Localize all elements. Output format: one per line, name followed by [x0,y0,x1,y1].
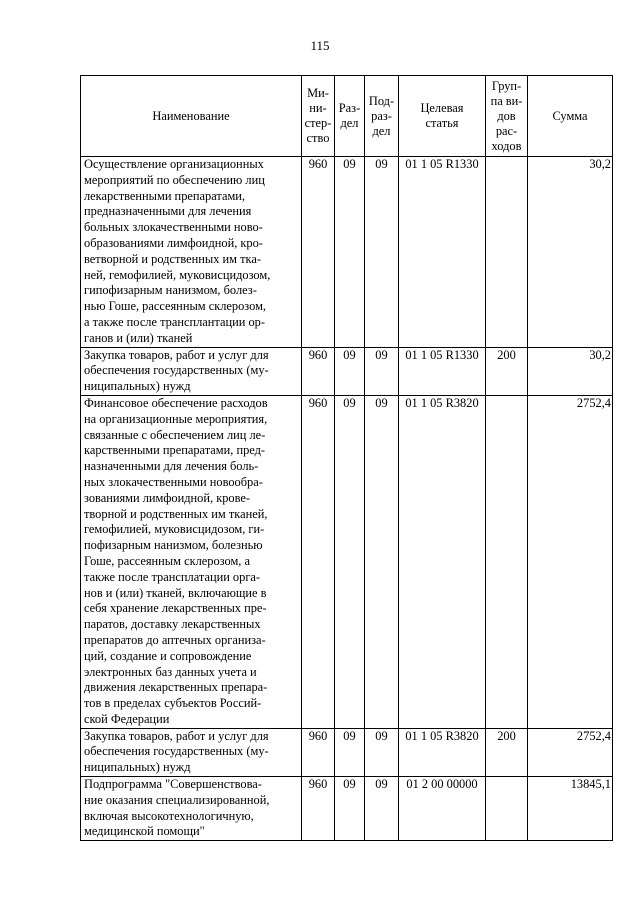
name-cell [81,395,302,728]
name-line: связанные с обеспечением лиц ле- [84,427,266,442]
name-line: паратов, доставку лекарственных [84,617,261,632]
name-line: гемофилией, муковисцидозом, ги- [84,522,265,537]
name-line: включая высокотехнологичную, [84,808,254,823]
name-line: электронных баз данных учета и [84,664,257,679]
amount-cell: 13845,1 [528,777,613,841]
table-row [81,728,613,776]
name-cell [81,157,302,348]
name-line: пофизарным нанизмом, болезнью [84,538,263,553]
section-cell: 09 [335,347,365,395]
name-line: обеспечения государственных (му- [84,363,269,378]
ministry-cell: 960 [302,728,335,776]
header-subsection: Под- раз- дел [365,76,399,157]
name-line: ниципальных) нужд [84,379,191,394]
name-line: гипофизарным нанизмом, болез- [84,283,257,298]
name-line: образованиями лимфоидной, кро- [84,235,263,250]
name-line: Финансовое обеспечение расходов [84,395,268,410]
name-line: а также после трансплантации ор- [84,314,266,329]
header-section: Раз- дел [335,76,365,157]
amount-cell: 30,2 [528,157,613,348]
name-line: тов в пределах субъектов Россий- [84,696,262,711]
section-cell: 09 [335,777,365,841]
ministry-cell: 960 [302,777,335,841]
subsection-cell: 09 [365,347,399,395]
section-cell: 09 [335,157,365,348]
expense-group-cell: 200 [486,728,528,776]
name-line: Закупка товаров, работ и услуг для [84,347,269,362]
name-cell [81,777,302,841]
subsection-cell: 09 [365,777,399,841]
name-line: ветворной и родственных им тка- [84,251,261,266]
section-cell: 09 [335,728,365,776]
expense-group-cell: 200 [486,347,528,395]
amount-cell: 2752,4 [528,728,613,776]
name-line: Подпрограмма "Совершенствова- [84,777,262,792]
name-line: творной и родственных им тканей, [84,506,268,521]
target-item-cell: 01 1 05 R1330 [399,347,486,395]
name-line: ций, создание и сопровождение [84,648,252,663]
name-line: также после трансплатации орга- [84,569,261,584]
name-line: Осуществление организационных [84,157,264,171]
ministry-cell: 960 [302,395,335,728]
header-target-item: Целевая статья [399,76,486,157]
name-line: нью Гоше, рассеянным склерозом, [84,299,267,314]
table-header-row [81,76,613,157]
name-line: движения лекарственных препара- [84,680,268,695]
target-item-cell: 01 1 05 R3820 [399,728,486,776]
table-row [81,395,613,728]
header-ministry: Ми- ни- стер- ство [302,76,335,157]
name-line: мероприятий по обеспечению лиц [84,172,265,187]
subsection-cell: 09 [365,157,399,348]
name-line: ние оказания специализированной, [84,792,270,807]
name-line: назначенными для лечения боль- [84,459,259,474]
subsection-cell: 09 [365,728,399,776]
table-body [81,157,613,841]
name-line: ней, гемофилией, муковисцидозом, [84,267,271,282]
section-cell: 09 [335,395,365,728]
name-line: ниципальных) нужд [84,760,191,775]
header-name: Наименование [81,76,302,157]
name-line: больных злокачественными ново- [84,220,263,235]
table-row [81,347,613,395]
target-item-cell: 01 1 05 R3820 [399,395,486,728]
name-line: себя хранение лекарственных пре- [84,601,267,616]
ministry-cell: 960 [302,157,335,348]
name-line: карственными препаратами, пред- [84,443,266,458]
name-line: зованиями лимфоидной, крове- [84,490,251,505]
amount-cell: 2752,4 [528,395,613,728]
name-cell [81,728,302,776]
table-row [81,157,613,348]
budget-table [80,75,613,841]
name-line: препаратов до аптечных организа- [84,632,266,647]
page-number: 115 [310,38,330,53]
target-item-cell: 01 2 00 00000 [399,777,486,841]
name-cell [81,347,302,395]
name-line: Гоше, рассеянным склерозом, а [84,553,250,568]
table-row [81,777,613,841]
expense-group-cell [486,395,528,728]
expense-group-cell [486,157,528,348]
name-line: медицинской помощи" [84,824,205,839]
name-line: Закупка товаров, работ и услуг для [84,728,269,743]
amount-cell: 30,2 [528,347,613,395]
ministry-cell: 960 [302,347,335,395]
header-amount: Сумма [528,76,613,157]
name-line: ской Федерации [84,711,170,726]
name-line: на организационные мероприятия, [84,411,268,426]
subsection-cell: 09 [365,395,399,728]
name-line: обеспечения государственных (му- [84,744,269,759]
name-line: нов и (или) тканей, включающие в [84,585,267,600]
name-line: ганов и (или) тканей [84,330,193,345]
name-line: предназначенными для лечения [84,204,252,219]
name-line: лекарственными препаратами, [84,188,246,203]
header-expense-group: Груп- па ви- дов рас- ходов [486,76,528,157]
name-line: ных злокачественными новообра- [84,474,263,489]
expense-group-cell [486,777,528,841]
target-item-cell: 01 1 05 R1330 [399,157,486,348]
